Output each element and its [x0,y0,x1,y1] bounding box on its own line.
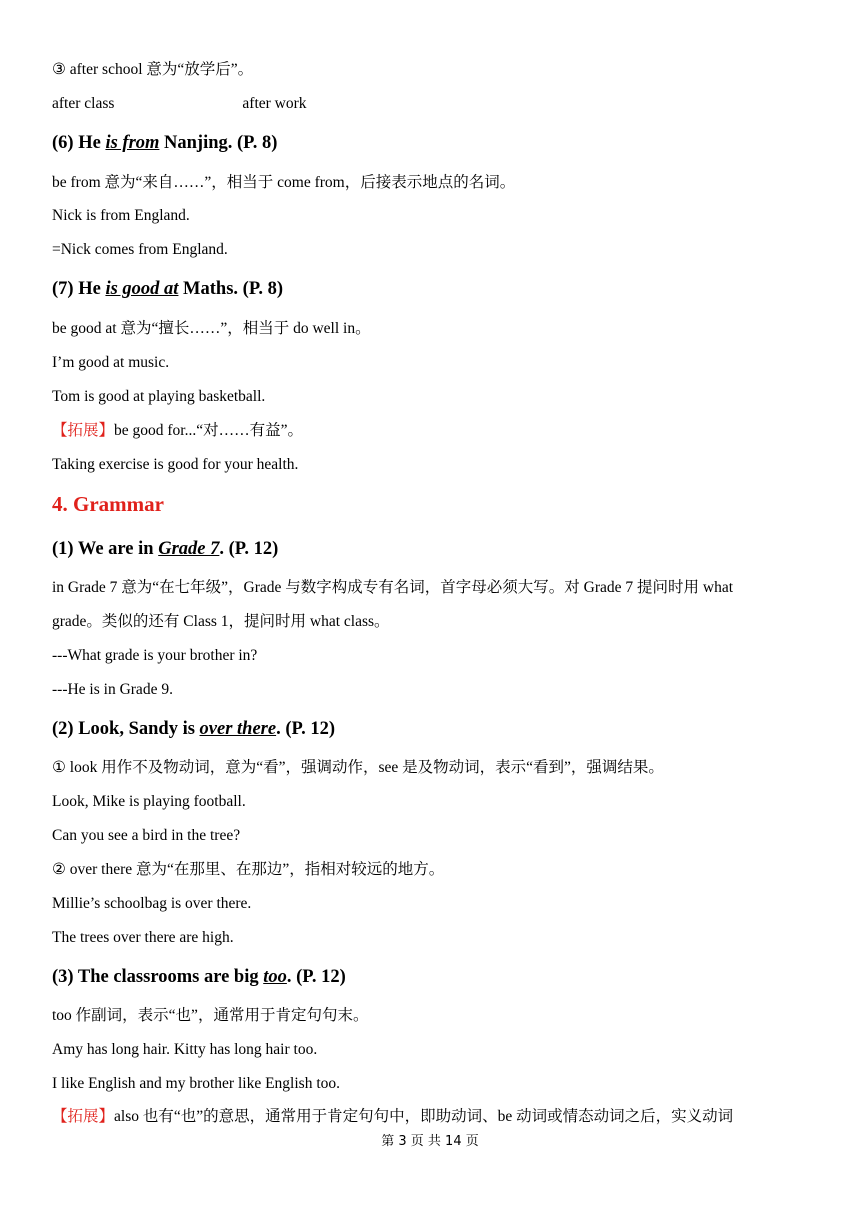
page-footer: 第 3 页 共 14 页 [381,1134,479,1149]
heading-text: (1) We are in [52,539,159,559]
heading-text: (3) The classrooms are big [52,967,264,987]
key-phrase: too [263,967,287,987]
text-line: be from 意为“来自……”，相当于 come from，后接表示地点的名词。 [52,174,516,191]
text-line: Nick is from England. [52,207,190,224]
heading-7 [52,278,283,300]
text-line: Tom is good at playing basketball. [52,388,266,405]
text-line: ---What grade is your brother in? [52,647,258,664]
key-phrase: over there [199,719,277,739]
heading-g1 [52,538,278,560]
text-line: ① look 用作不及物动词，意为“看”，强调动作，see 是及物动词，表示“看到”，强调结果。 [52,759,664,776]
extension-text: be good for...“对……有益”。 [114,422,303,439]
text-line [52,1107,733,1127]
text-line: in Grade 7 意为“在七年级”，Grade 与数字构成专有名词，首字母必须大写。对 Grade 7 提问时用 what [52,579,734,596]
heading-text: Nanjing. (P. 8) [159,133,278,153]
text-line [52,94,307,114]
section-heading: 4. Grammar [52,492,164,516]
text-line: be good at 意为“擅长……”，相当于 do well in。 [52,320,371,337]
text-line: I’m good at music. [52,354,170,371]
text-line: ---He is in Grade 9. [52,681,173,698]
text-line [52,421,303,441]
key-phrase: is good at [105,279,179,299]
key-phrase: is from [105,133,160,153]
heading-text: (7) He [52,279,106,299]
heading-g2 [52,718,335,740]
text-line: Amy has long hair. Kitty has long hair too. [52,1041,318,1058]
text-line: ③ after school 意为“放学后”。 [52,61,254,78]
heading-text: (2) Look, Sandy is [52,719,200,739]
text-line: Look, Mike is playing football. [52,793,246,810]
text-line: Can you see a bird in the tree? [52,827,241,844]
heading-text: . (P. 12) [286,967,346,987]
extension-tag: 【拓展】 [52,422,115,439]
example-phrase: after class [52,95,115,112]
text-line: Millie’s schoolbag is over there. [52,895,252,912]
text-line: too 作副词，表示“也”，通常用于肯定句句末。 [52,1007,369,1024]
key-phrase: Grade 7 [158,539,220,559]
example-phrase: after work [242,95,307,112]
heading-6 [52,132,277,154]
heading-text: (6) He [52,133,106,153]
heading-text: . (P. 12) [219,539,279,559]
text-line: I like English and my brother like English too. [52,1075,340,1092]
text-line: grade。类似的还有 Class 1，提问时用 what class。 [52,613,390,630]
extension-text: also 也有“也”的意思，通常用于肯定句句中，即助动词、be 动词或情态动词之后，实义动词 [114,1108,734,1125]
heading-text: Maths. (P. 8) [178,279,284,299]
text-line: =Nick comes from England. [52,241,228,258]
heading-g3 [52,966,346,988]
text-line: The trees over there are high. [52,929,234,946]
text-line: ② over there 意为“在那里、在那边”，指相对较远的地方。 [52,861,445,878]
text-line: Taking exercise is good for your health. [52,456,299,473]
heading-text: . (P. 12) [276,719,336,739]
extension-tag: 【拓展】 [52,1108,115,1125]
